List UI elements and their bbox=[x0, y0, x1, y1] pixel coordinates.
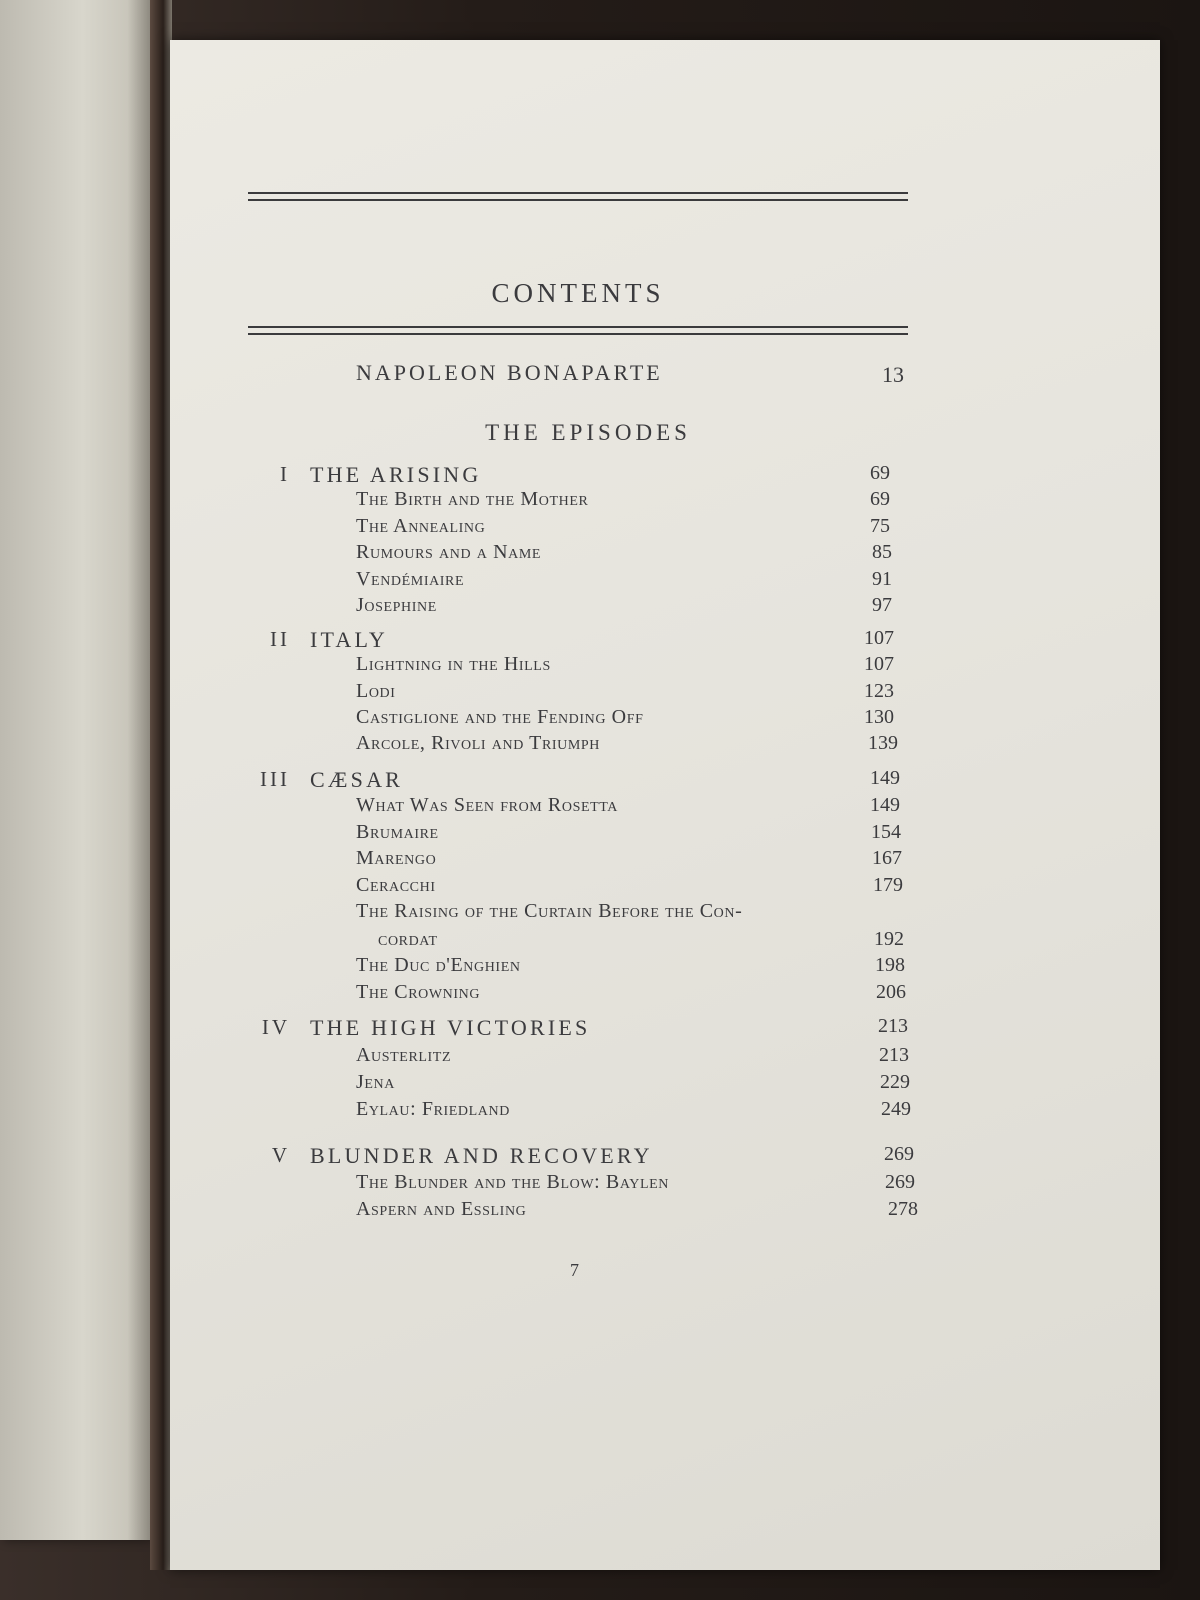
toc-page-number: 149 bbox=[870, 767, 900, 789]
toc-page-number: 278 bbox=[888, 1198, 918, 1220]
toc-page-number: 229 bbox=[880, 1071, 910, 1093]
chapter-title: The Blunder and the Blow: Baylen bbox=[356, 1171, 669, 1193]
toc-part-row bbox=[170, 462, 1160, 488]
chapter-title: The Annealing bbox=[356, 515, 486, 537]
chapter-title: Aspern and Essling bbox=[356, 1198, 527, 1220]
part-title: THE ARISING bbox=[310, 462, 482, 487]
toc-chapter-row bbox=[170, 954, 1160, 980]
chapter-title: Jena bbox=[356, 1071, 395, 1093]
chapter-title: The Birth and the Mother bbox=[356, 488, 589, 510]
chapter-title: Eylau: Friedland bbox=[356, 1098, 510, 1120]
toc-chapter-row bbox=[170, 1171, 1160, 1197]
toc-chapter-row bbox=[170, 706, 1160, 732]
toc-page-number: 130 bbox=[864, 706, 894, 728]
chapter-title: The Crowning bbox=[356, 981, 481, 1003]
toc-part-row bbox=[170, 1015, 1160, 1041]
toc-page-number: 249 bbox=[881, 1098, 911, 1120]
toc-chapter-row bbox=[170, 1044, 1160, 1070]
contents-page bbox=[170, 40, 1160, 1570]
chapter-title: What Was Seen from Rosetta bbox=[356, 794, 619, 816]
toc-page-number: 149 bbox=[870, 794, 900, 816]
toc-page-number: 198 bbox=[875, 954, 905, 976]
toc-chapter-row bbox=[170, 515, 1160, 541]
toc-chapter-row bbox=[170, 794, 1160, 820]
toc-page-number: 269 bbox=[885, 1171, 915, 1193]
chapter-title: Josephine bbox=[356, 594, 437, 616]
chapter-title: The Duc d'Enghien bbox=[356, 954, 521, 976]
toc-chapter-row bbox=[170, 1098, 1160, 1124]
toc-chapter-row bbox=[170, 928, 1160, 954]
toc-chapter-row bbox=[170, 488, 1160, 514]
toc-part-row bbox=[170, 627, 1160, 653]
toc-page-number: 192 bbox=[874, 928, 904, 950]
toc-chapter-row bbox=[170, 847, 1160, 873]
toc-page-number: 167 bbox=[872, 847, 902, 869]
toc-chapter-row bbox=[170, 732, 1160, 758]
toc-chapter-row bbox=[170, 541, 1160, 567]
toc-page-number: 107 bbox=[864, 653, 894, 675]
toc-page-number: 206 bbox=[876, 981, 906, 1003]
toc-chapter-row bbox=[170, 1071, 1160, 1097]
toc-chapter-row bbox=[170, 900, 1160, 926]
chapter-title: Rumours and a Name bbox=[356, 541, 542, 563]
toc-page-number: 75 bbox=[870, 515, 890, 537]
toc-page-number: 213 bbox=[878, 1015, 908, 1037]
toc-part-row bbox=[170, 767, 1160, 793]
chapter-title: Vendémiaire bbox=[356, 568, 465, 590]
toc-page-number: 269 bbox=[884, 1143, 914, 1165]
toc-chapter-row bbox=[170, 874, 1160, 900]
toc-chapter-row bbox=[170, 981, 1160, 1007]
toc-page-number: 123 bbox=[864, 680, 894, 702]
toc-page-number: 91 bbox=[872, 568, 892, 590]
front-matter-title: NAPOLEON BONAPARTE bbox=[356, 360, 663, 385]
toc-chapter-row bbox=[170, 680, 1160, 706]
part-title: BLUNDER AND RECOVERY bbox=[310, 1143, 653, 1168]
toc-page-number: 107 bbox=[864, 627, 894, 649]
toc-chapter-row bbox=[170, 821, 1160, 847]
chapter-title: Arcole, Rivoli and Triumph bbox=[356, 732, 601, 754]
episodes-heading: THE EPISODES bbox=[485, 420, 691, 445]
part-title: THE HIGH VICTORIES bbox=[310, 1015, 591, 1040]
toc-page-number: 69 bbox=[870, 462, 890, 484]
toc-page-number: 154 bbox=[871, 821, 901, 843]
part-number: V bbox=[271, 1143, 290, 1167]
toc-part-row bbox=[170, 1143, 1160, 1169]
part-title: CÆSAR bbox=[310, 767, 404, 792]
contents-heading: CONTENTS bbox=[491, 278, 665, 308]
toc-chapter-row bbox=[170, 568, 1160, 594]
toc-page-number: 213 bbox=[879, 1044, 909, 1066]
page-number: 7 bbox=[570, 1260, 579, 1280]
part-number: III bbox=[260, 767, 290, 791]
front-matter-page: 13 bbox=[882, 362, 904, 387]
chapter-title: Austerlitz bbox=[356, 1044, 452, 1066]
toc-page-number: 179 bbox=[873, 874, 903, 896]
chapter-title: Brumaire bbox=[356, 821, 439, 843]
part-number: II bbox=[270, 627, 290, 651]
toc-page-number: 97 bbox=[872, 594, 892, 616]
toc-chapter-row bbox=[170, 594, 1160, 620]
toc-chapter-row bbox=[170, 1198, 1160, 1224]
part-number: IV bbox=[261, 1015, 290, 1039]
chapter-title: The Raising of the Curtain Before the Con- bbox=[356, 900, 743, 922]
toc-page-number: 69 bbox=[870, 488, 890, 510]
top-double-rule bbox=[248, 192, 908, 201]
left-page-edge bbox=[0, 0, 150, 1540]
heading-double-rule bbox=[248, 326, 908, 335]
chapter-title: cordat bbox=[378, 928, 438, 950]
toc-chapter-row bbox=[170, 653, 1160, 679]
toc-page-number: 139 bbox=[868, 732, 898, 754]
chapter-title: Lodi bbox=[356, 680, 396, 702]
chapter-title: Ceracchi bbox=[356, 874, 436, 896]
chapter-title: Marengo bbox=[356, 847, 437, 869]
chapter-title: Castiglione and the Fending Off bbox=[356, 706, 644, 728]
toc-page-number: 85 bbox=[872, 541, 892, 563]
part-title: ITALY bbox=[310, 627, 389, 652]
chapter-title: Lightning in the Hills bbox=[356, 653, 551, 675]
part-number: I bbox=[280, 462, 290, 486]
